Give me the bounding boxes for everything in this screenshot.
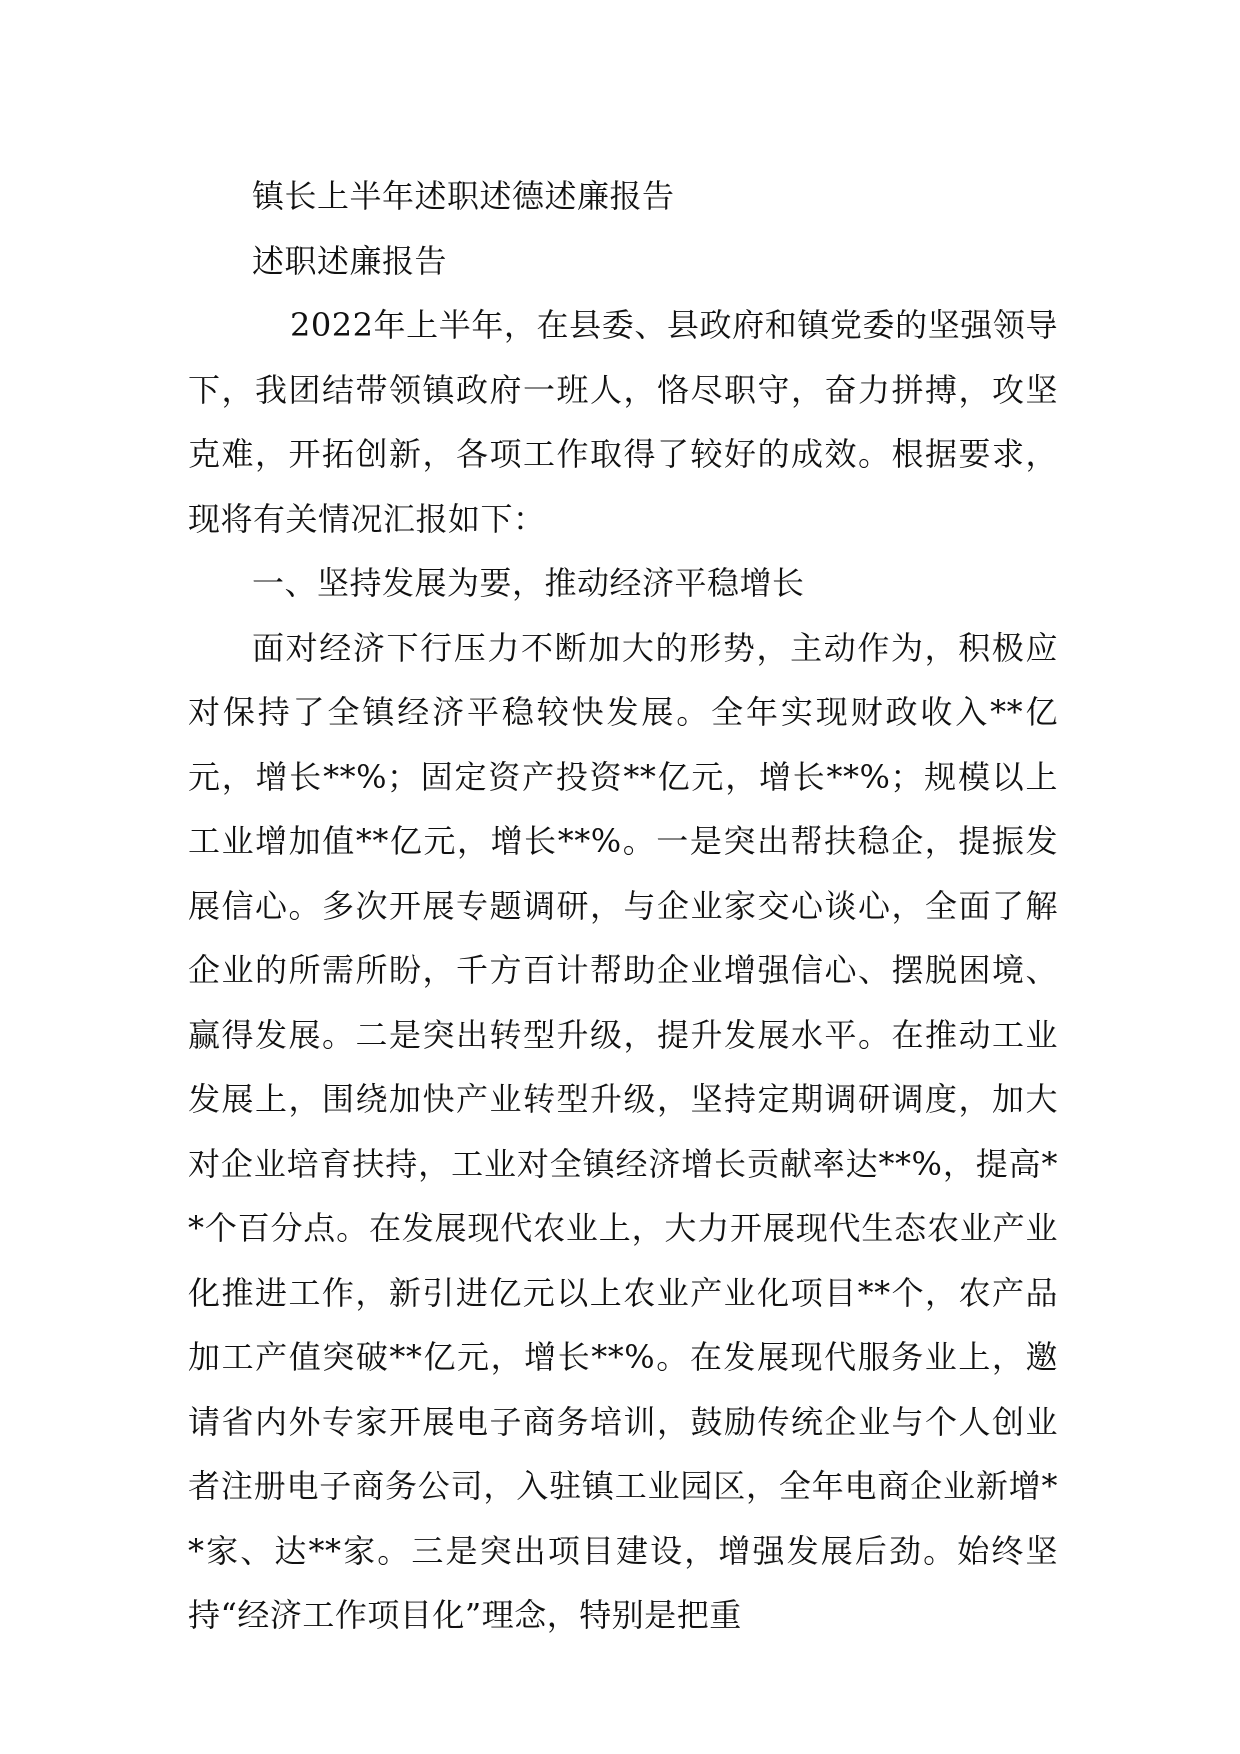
section-heading: 一、坚持发展为要，推动经济平稳增长: [252, 564, 805, 602]
document-title: 镇长上半年述职述德述廉报告: [252, 177, 675, 215]
document-subtitle: 述职述廉报告: [252, 241, 448, 280]
body-paragraph: 面对经济下行压力不断加大的形势，主动作为，积极应对保持了全镇经济平稳较快发展。全年实现财政收入**亿元，增长**%；固定资产投资**亿元，增长**%；规模以上工业增加值**亿元，增长**%。一是突出帮扶稳企，提振发展信心。多次开展专题调研，与企业家交心谈心，全面了解企业的所需所盼，千方百计帮助企业增强信心、摆脱困境、赢得发展。二是突出转型升级，提升发展水平。在推动工业发展上，围绕加快产业转型升级，坚持定期调研调度，加大对企业培育扶持，工业对全镇经济增长贡献率达**%，提高**个百分点。在发展现代农业上，大力开展现代生态农业产业化推进工作，新引进亿元以上农业产业化项目**个，农产品加工产值突破**亿元，增长**%。在发展现代服务业上，邀请省内外专家开展电子商务培训，鼓励传统企业与个人创业者注册电子商务公司，入驻镇工业园区，全年电商企业新增**家、达**家。三是突出项目建设，增强发展后劲。始终坚持“经济工作项目化”理念，特别是把重: [188, 628, 1058, 1634]
intro-paragraph: 2022年上半年，在县委、县政府和镇党委的坚强领导下，我团结带领镇政府一班人，恪尽职守，奋力拼搏，攻坚克难，开拓创新，各项工作取得了较好的成效。根据要求，现将有关情况汇报如下：: [188, 306, 1058, 538]
document-body: [188, 164, 1058, 1648]
